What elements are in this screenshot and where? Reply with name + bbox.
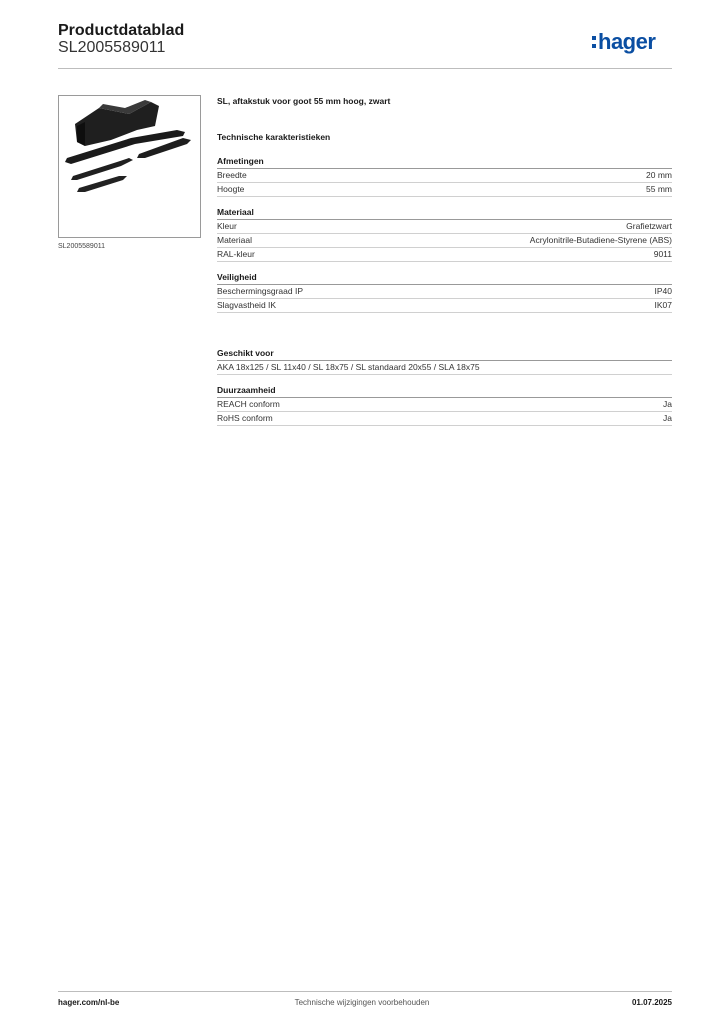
image-caption: SL2005589011 [58, 243, 105, 250]
section-materiaal [217, 206, 672, 262]
spec-value: Ja [663, 399, 672, 409]
footer-notice: Technische wijzigingen voorbehouden [294, 998, 430, 1007]
footer-website-link[interactable]: hager.com/nl-be [58, 998, 120, 1007]
spec-label: Breedte [217, 170, 247, 180]
spec-label: Kleur [217, 221, 237, 231]
section-title: Materiaal [217, 206, 672, 220]
document-title: Productdatablad [58, 22, 185, 39]
spec-value: 9011 [653, 249, 672, 259]
product-name: SL, aftakstuk voor goot 55 mm hoog, zwart [217, 96, 391, 106]
section-title: Geschikt voor [217, 347, 672, 361]
spec-row [217, 398, 672, 412]
spec-row [217, 183, 672, 197]
spec-label: RAL-kleur [217, 249, 255, 259]
spec-row [217, 248, 672, 262]
spec-value: Grafietzwart [626, 221, 672, 231]
spec-row [217, 412, 672, 426]
section-title: Duurzaamheid [217, 384, 672, 398]
spec-label: Materiaal [217, 235, 252, 245]
tech-heading: Technische karakteristieken [217, 132, 331, 142]
spec-value: IK07 [654, 300, 672, 310]
section-veiligheid [217, 271, 672, 313]
spec-label: Beschermingsgraad IP [217, 286, 303, 296]
hager-logo [590, 28, 674, 56]
spec-label: RoHS conform [217, 413, 273, 423]
section-title: Afmetingen [217, 155, 672, 169]
footer-date: 01.07.2025 [631, 998, 672, 1007]
spec-value: 55 mm [646, 184, 672, 194]
spec-label: AKA 18x125 / SL 11x40 / SL 18x75 / SL standaard 20x55 / SLA 18x75 [217, 362, 480, 372]
spec-label: Hoogte [217, 184, 245, 194]
spec-row [217, 361, 672, 375]
spec-row [217, 169, 672, 183]
spec-value: Acrylonitrile-Butadiene-Styrene (ABS) [529, 235, 672, 245]
spec-label: REACH conform [217, 399, 280, 409]
section-afmetingen [217, 155, 672, 197]
spec-label: Slagvastheid IK [217, 300, 277, 310]
spec-value: 20 mm [646, 170, 672, 180]
product-photo-icon [59, 96, 200, 237]
header-divider [58, 68, 672, 69]
spec-content [217, 96, 672, 435]
logo-text: hager [598, 29, 656, 54]
document-code: SL2005589011 [58, 39, 166, 56]
spec-row [217, 285, 672, 299]
section-title: Veiligheid [217, 271, 672, 285]
spec-row [217, 234, 672, 248]
spec-row [217, 220, 672, 234]
logo-dots-icon [592, 36, 596, 50]
spec-value: Ja [663, 413, 672, 423]
section-duurzaamheid [217, 384, 672, 426]
spec-row [217, 299, 672, 313]
spec-value: IP40 [654, 286, 672, 296]
section-geschikt-voor [217, 347, 672, 375]
footer-divider [58, 991, 672, 992]
product-image [58, 95, 201, 238]
